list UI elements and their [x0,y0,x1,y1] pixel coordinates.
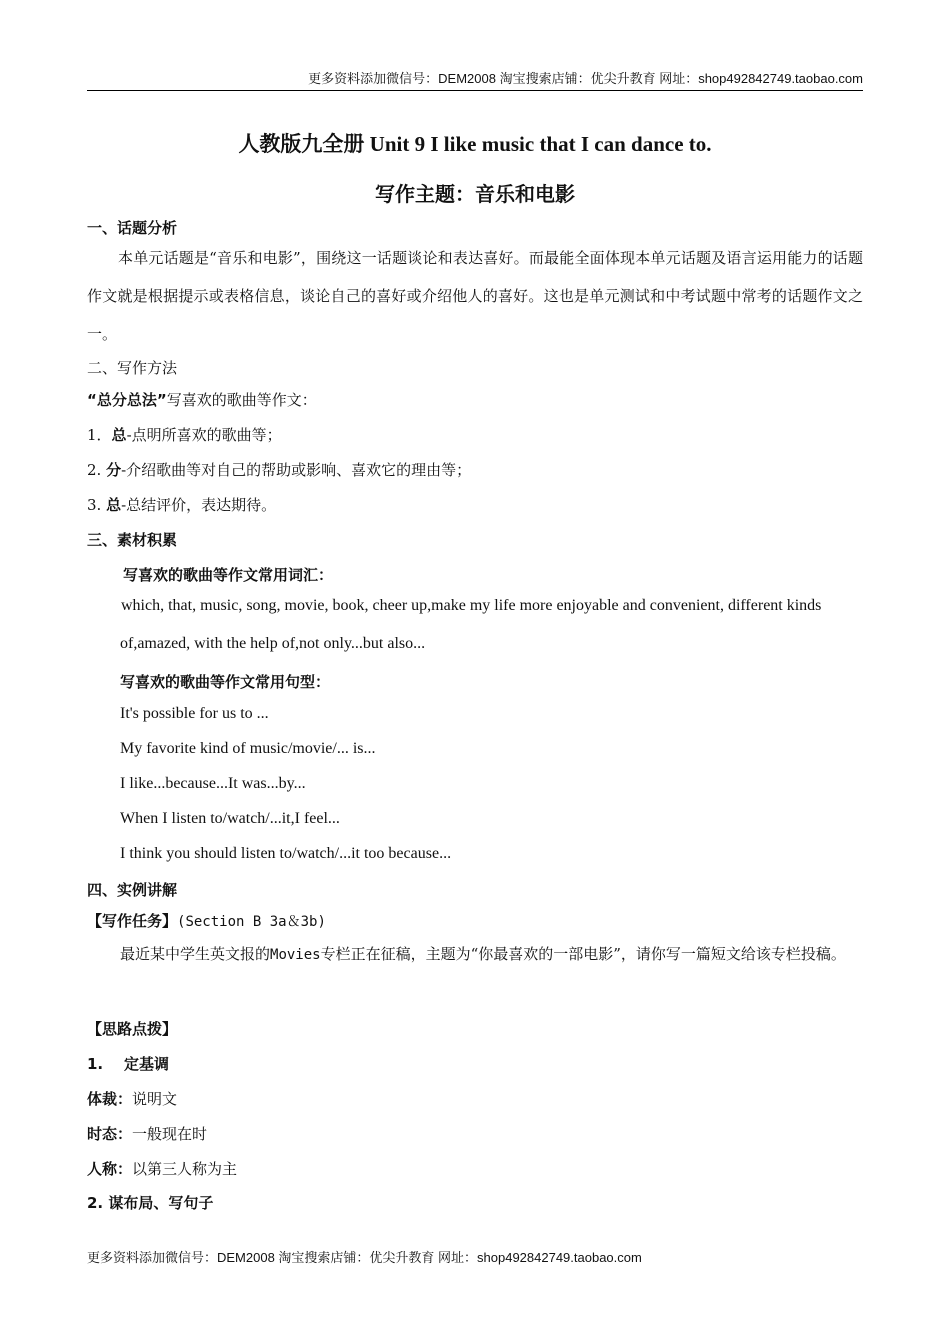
section-heading-materials: 三、素材积累 [87,531,178,549]
writing-task-label: 【写作任务】 [87,912,178,930]
method-desc: 写喜欢的歌曲等作文： [166,391,317,409]
step-number: 1． [87,426,112,444]
step-heading-layout: 2. 谋布局、写句子 [87,1194,214,1212]
sentence-pattern: I like...because...It was...by... [120,775,306,792]
writing-task-paragraph [87,935,863,974]
step-key: 总 [106,496,122,514]
step-text: -点明所喜欢的歌曲等； [126,426,282,444]
hint-label: 【思路点拨】 [87,1020,178,1038]
step-number: 2. [87,461,107,479]
sentence-pattern: It's possible for us to ... [120,705,269,722]
method-step [87,494,276,515]
writing-task-line [87,910,326,931]
page-footer: 更多资料添加微信号：DEM2008 淘宝搜索店铺：优尖升教育 网址：shop492842749.taobao.com [87,1250,642,1265]
document-title: 人教版九全册 Unit 9 I like music that I can dance to. [238,132,712,156]
sentence-pattern: My favorite kind of music/movie/... is... [120,740,376,757]
method-name: “总分总法” [87,391,167,409]
sentence-pattern: I think you should listen to/watch/...it too because... [120,845,452,862]
vocab-line: which, that, music, song, movie, book, cheer up,make my life more enjoyable and convenient, different kinds [121,597,822,614]
person-label: 人称： [87,1160,133,1178]
step-number: 3. [87,496,107,514]
genre-label: 体裁： [87,1090,133,1108]
section-heading-writing-method [87,357,177,378]
section-heading-writing-method-text: 二、写作方法 [87,359,178,377]
genre-line [87,1088,177,1109]
tense-label: 时态： [87,1125,133,1143]
topic-analysis-paragraph: 本单元话题是“音乐和电影”，围绕这一话题谈论和表达喜好。而最能全面体现本单元话题及语言运用能力的话题作文就是根据提示或表格信息，谈论自己的喜好或介绍他人的喜好。这也是单元测试和中考试题中常考的话题作文之一。 [87,249,863,343]
step-text: -介绍歌曲等对自己的帮助或影响、喜欢它的理由等； [121,461,472,479]
genre-value: 说明文 [132,1090,178,1108]
step-heading-tone: 1. 定基调 [87,1055,170,1073]
pattern-title: 写喜欢的歌曲等作文常用句型： [120,673,331,691]
task-column-name: Movies [270,947,321,963]
vocab-title: 写喜欢的歌曲等作文常用词汇： [123,566,334,584]
section-heading-topic-analysis: 一、话题分析 [87,219,178,237]
section-heading-examples: 四、实例讲解 [87,881,178,899]
step-key: 分 [106,461,122,479]
step-text: -总结评价，表达期待。 [121,496,277,514]
task-text: 最近某中学生英文报的 [120,945,271,963]
task-text: 专栏正在征稿，主题为“你最喜欢的一部电影”，请你写一篇短文给该专栏投稿。 [320,945,846,963]
method-intro [87,389,317,410]
method-step [87,459,471,480]
person-value: 以第三人称为主 [132,1160,238,1178]
method-step [87,424,282,445]
step-key: 总 [111,426,127,444]
sentence-pattern: When I listen to/watch/...it,I feel... [120,810,340,827]
document-subtitle: 写作主题：音乐和电影 [375,182,575,206]
writing-task-reference: (Section B 3a＆3b) [177,914,326,930]
vocab-line: of,amazed, with the help of,not only...but also... [120,635,426,652]
page-header: 更多资料添加微信号：DEM2008 淘宝搜索店铺：优尖升教育 网址：shop492842749.taobao.com [87,68,863,91]
tense-line [87,1123,207,1144]
person-line [87,1158,237,1179]
tense-value: 一般现在时 [132,1125,208,1143]
